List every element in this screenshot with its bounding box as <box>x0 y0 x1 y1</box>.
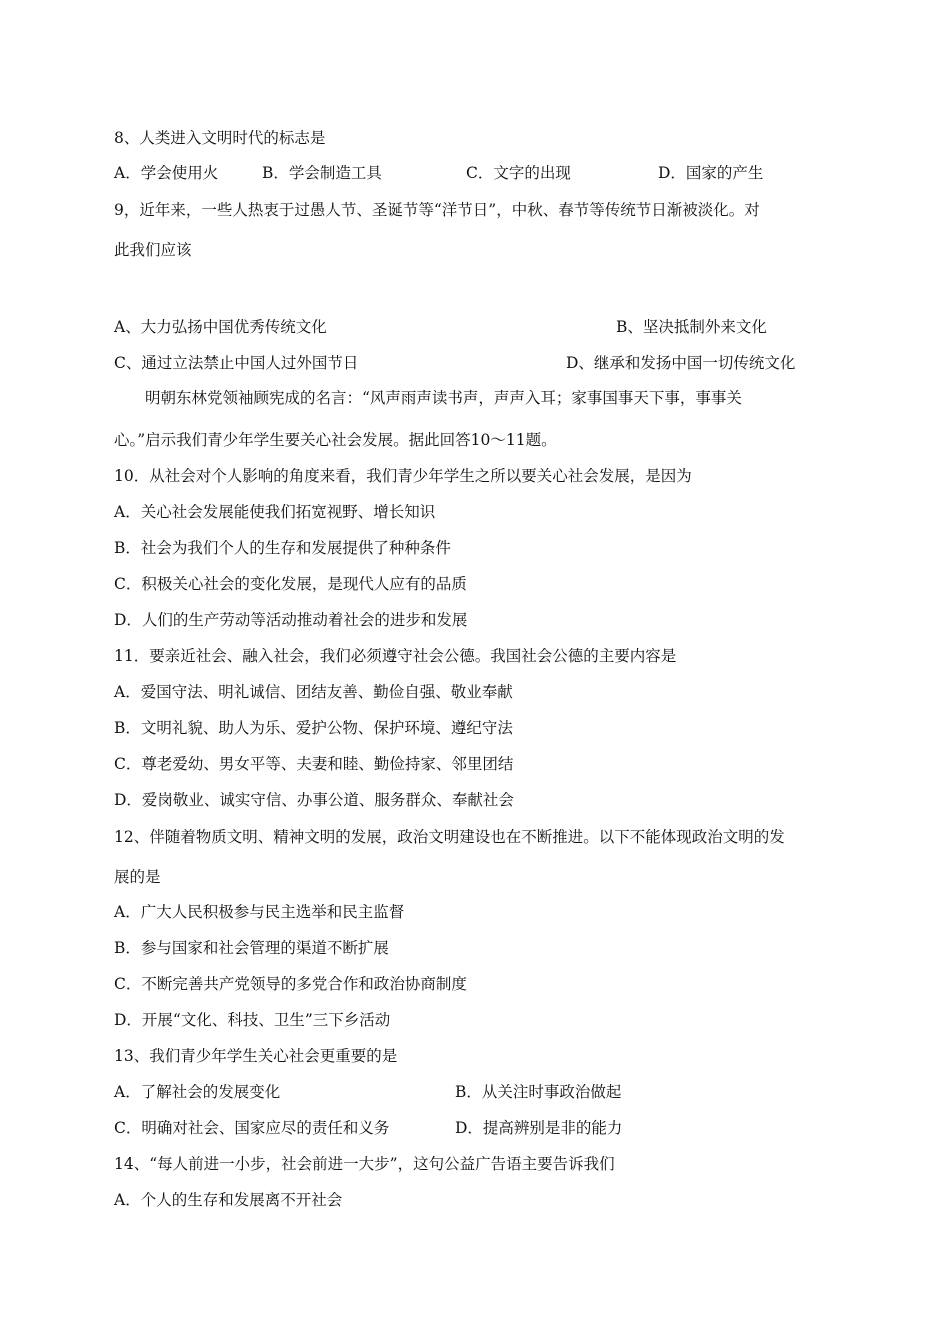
q10-option-d: D．人们的生产劳动等活动推动着社会的进步和发展 <box>114 611 468 629</box>
q9-option-c: C、通过立法禁止中国人过外国节日 <box>114 354 359 372</box>
q10-option-b: B．社会为我们个人的生存和发展提供了种种条件 <box>114 539 451 557</box>
q8-option-b: B．学会制造工具 <box>262 164 382 182</box>
q12-option-c: C．不断完善共产党领导的多党合作和政治协商制度 <box>114 975 467 993</box>
q12-option-d: D．开展“文化、科技、卫生”三下乡活动 <box>114 1011 391 1029</box>
q14-option-a: A．个人的生存和发展离不开社会 <box>114 1191 343 1209</box>
q12-stem-line2: 展的是 <box>114 868 161 886</box>
q9-stem-line2: 此我们应该 <box>114 241 192 259</box>
q9-option-b: B、坚决抵制外来文化 <box>616 318 767 336</box>
q12-option-a: A．广大人民积极参与民主选举和民主监督 <box>114 903 405 921</box>
q11-option-d: D．爱岗敬业、诚实守信、办事公道、服务群众、奉献社会 <box>114 791 514 809</box>
q13-option-d: D．提高辨别是非的能力 <box>455 1119 623 1137</box>
q13-option-b: B．从关注时事政治做起 <box>455 1083 622 1101</box>
q12-option-b: B．参与国家和社会管理的渠道不断扩展 <box>114 939 389 957</box>
q8-stem: 8、人类进入文明时代的标志是 <box>114 129 326 147</box>
q11-option-b: B．文明礼貌、助人为乐、爱护公物、保护环境、遵纪守法 <box>114 719 513 737</box>
q12-stem-line1: 12、伴随着物质文明、精神文明的发展，政治文明建设也在不断推进。以下不能体现政治文明的发 <box>114 828 785 846</box>
q10-option-a: A．关心社会发展能使我们拓宽视野、增长知识 <box>114 503 436 521</box>
q9-stem-line1: 9，近年来，一些人热衷于过愚人节、圣诞节等“洋节日”，中秋、春节等传统节日渐被淡化。对 <box>114 201 760 219</box>
q9-option-d: D、继承和发扬中国一切传统文化 <box>566 354 796 372</box>
q9-option-a: A、大力弘扬中国优秀传统文化 <box>114 318 327 336</box>
q10-stem: 10．从社会对个人影响的角度来看，我们青少年学生之所以要关心社会发展，是因为 <box>114 467 692 485</box>
q13-option-c: C．明确对社会、国家应尽的责任和义务 <box>114 1119 390 1137</box>
passage-line2: 心。”启示我们青少年学生要关心社会发展。据此回答10～11题。 <box>114 431 557 449</box>
q13-stem: 13、我们青少年学生关心社会更重要的是 <box>114 1047 398 1065</box>
q11-option-c: C．尊老爱幼、男女平等、夫妻和睦、勤俭持家、邻里团结 <box>114 755 514 773</box>
q13-option-a: A．了解社会的发展变化 <box>114 1083 281 1101</box>
q8-option-c: C．文字的出现 <box>466 164 571 182</box>
q10-option-c: C．积极关心社会的变化发展，是现代人应有的品质 <box>114 575 467 593</box>
q11-stem: 11．要亲近社会、融入社会，我们必须遵守社会公德。我国社会公德的主要内容是 <box>114 647 677 665</box>
passage-line1: 明朝东林党领袖顾宪成的名言：“风声雨声读书声，声声入耳；家事国事天下事，事事关 <box>145 389 742 407</box>
q8-option-d: D．国家的产生 <box>658 164 764 182</box>
q8-option-a: A．学会使用火 <box>114 164 219 182</box>
q14-stem: 14、“每人前进一小步，社会前进一大步”，这句公益广告语主要告诉我们 <box>114 1155 615 1173</box>
q11-option-a: A．爱国守法、明礼诚信、团结友善、勤俭自强、敬业奉献 <box>114 683 513 701</box>
